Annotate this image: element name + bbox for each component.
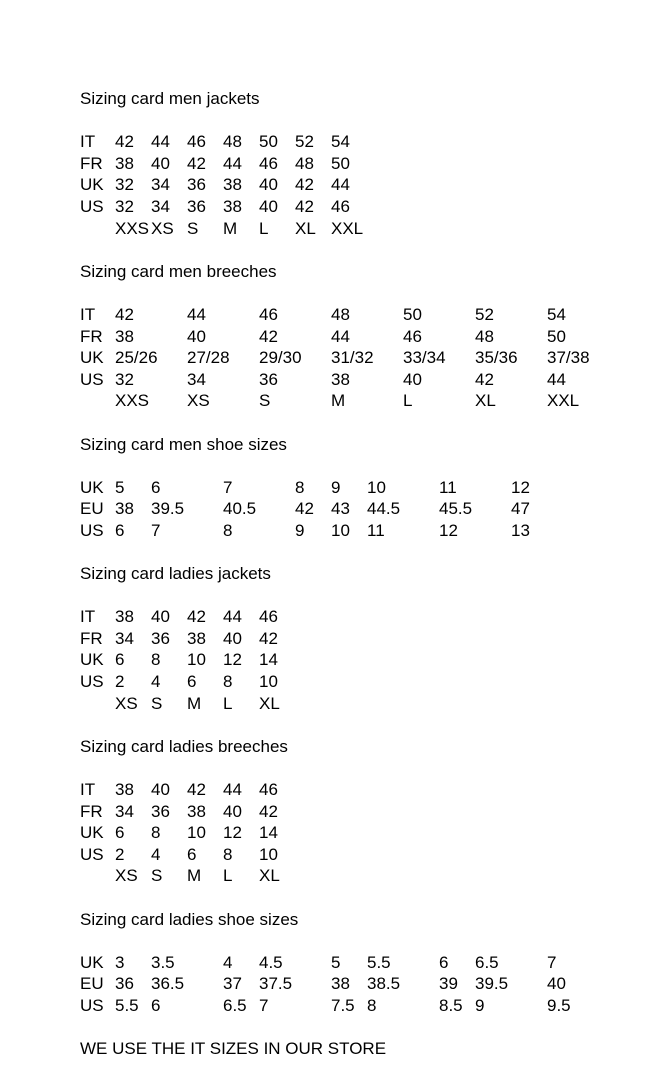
row-label: FR (80, 628, 103, 648)
size-cell: 42 (259, 326, 278, 346)
size-cell: S (151, 693, 163, 713)
size-table (80, 477, 648, 542)
size-cell: 12 (511, 477, 530, 497)
size-row (80, 628, 648, 650)
size-cell: 40 (151, 153, 170, 173)
size-cell: 25/26 (115, 348, 158, 368)
size-cell: 38 (223, 196, 242, 216)
size-cell: 44 (187, 304, 206, 324)
size-row (80, 779, 648, 801)
size-cell: 50 (547, 326, 566, 346)
size-cell: 36 (115, 974, 134, 994)
size-cell: 7 (151, 520, 161, 540)
size-cell: 40 (259, 175, 278, 195)
size-table (80, 131, 648, 239)
size-cell: 9.5 (547, 995, 571, 1015)
size-cell: 36 (151, 628, 170, 648)
size-cell: 42 (295, 196, 314, 216)
size-cell: XL (259, 693, 280, 713)
size-cell: 42 (115, 304, 134, 324)
size-row (80, 174, 648, 196)
size-cell: 44 (331, 175, 350, 195)
size-cell: 42 (115, 132, 134, 152)
size-cell: 46 (259, 304, 278, 324)
size-cell: 6.5 (475, 952, 499, 972)
row-label: US (80, 369, 104, 389)
size-cell: 35/36 (475, 348, 518, 368)
size-row (80, 671, 648, 693)
size-cell: 40.5 (223, 499, 257, 519)
size-cell: XXL (547, 391, 580, 411)
size-cell: 40 (547, 974, 566, 994)
size-cell: 44 (547, 369, 566, 389)
section-title: Sizing card ladies jackets (80, 564, 271, 584)
size-cell: 10 (259, 672, 278, 692)
size-cell: 46 (259, 607, 278, 627)
size-cell: 40 (223, 628, 242, 648)
size-cell: M (187, 866, 202, 886)
size-cell: 5 (331, 952, 341, 972)
size-row (80, 347, 648, 369)
size-cell: 36.5 (151, 974, 185, 994)
size-cell: 37.5 (259, 974, 293, 994)
size-row (80, 973, 648, 995)
size-cell: 38 (115, 326, 134, 346)
size-cell: 42 (187, 780, 206, 799)
size-row (80, 693, 648, 715)
size-cell: 52 (295, 132, 314, 152)
size-cell: 6 (151, 477, 161, 497)
size-row (80, 304, 648, 326)
size-row (80, 196, 648, 218)
size-cell: 32 (115, 369, 134, 389)
size-cell: 47 (511, 499, 530, 519)
size-row (80, 326, 648, 348)
row-label: UK (80, 175, 104, 195)
size-cell: L (223, 693, 233, 713)
size-table (80, 304, 648, 412)
size-cell: 43 (331, 499, 350, 519)
size-cell: 45.5 (439, 499, 473, 519)
size-cell: 44 (223, 607, 242, 627)
size-cell: 40 (187, 326, 206, 346)
size-cell: 44 (331, 326, 350, 346)
size-cell: XL (475, 391, 496, 411)
size-cell: 42 (295, 175, 314, 195)
size-cell: XS (115, 866, 138, 886)
size-cell: 42 (295, 499, 314, 519)
section-ladies-jackets (80, 563, 648, 714)
size-cell: 44 (151, 132, 170, 152)
size-cell: 7 (547, 952, 557, 972)
size-cell: 7 (259, 995, 269, 1015)
size-cell: XXL (331, 218, 364, 238)
row-label: IT (80, 780, 96, 799)
size-cell: 8 (223, 520, 233, 540)
size-cell: 36 (187, 196, 206, 216)
size-cell: 27/28 (187, 348, 230, 368)
size-cell: 8 (151, 823, 161, 843)
size-cell: 42 (187, 153, 206, 173)
size-cell: 9 (331, 477, 341, 497)
size-row (80, 153, 648, 175)
size-row (80, 822, 648, 844)
size-cell: 36 (187, 175, 206, 195)
size-cell: 40 (151, 780, 170, 799)
size-cell: 8.5 (439, 995, 463, 1015)
size-cell: 38 (115, 780, 134, 799)
row-label: FR (80, 153, 103, 173)
size-cell: 38 (223, 175, 242, 195)
size-cell: 32 (115, 175, 134, 195)
section-men-jackets (80, 88, 648, 239)
row-label: US (80, 844, 104, 864)
row-label: EU (80, 974, 104, 994)
size-cell: 44 (223, 153, 242, 173)
size-cell: 40 (403, 369, 422, 389)
size-cell: 38 (187, 628, 206, 648)
size-cell: 6 (439, 952, 449, 972)
size-cell: 10 (331, 520, 350, 540)
size-cell: 34 (151, 196, 170, 216)
size-cell: L (403, 391, 413, 411)
size-cell: 54 (547, 304, 566, 324)
size-cell: 8 (223, 844, 233, 864)
row-label: IT (80, 132, 96, 152)
size-cell: 34 (115, 628, 134, 648)
size-cell: 9 (295, 520, 305, 540)
size-cell: S (187, 218, 199, 238)
size-cell: M (223, 218, 238, 238)
size-cell: 50 (331, 153, 350, 173)
size-cell: XL (259, 866, 280, 886)
row-label: UK (80, 477, 104, 497)
size-cell: 34 (187, 369, 206, 389)
size-row (80, 131, 648, 153)
size-cell: 50 (403, 304, 422, 324)
size-cell: 9 (475, 995, 485, 1015)
size-cell: 46 (331, 196, 350, 216)
size-cell: 32 (115, 196, 134, 216)
section-ladies-breeches (80, 736, 648, 887)
size-cell: 4 (223, 952, 233, 972)
size-cell: 36 (259, 369, 278, 389)
size-cell: 38 (331, 369, 350, 389)
row-label: UK (80, 823, 104, 843)
size-cell: 50 (259, 132, 278, 152)
size-cell: 4 (151, 844, 161, 864)
row-label: UK (80, 952, 104, 972)
store-note: WE USE THE IT SIZES IN OUR STORE (80, 1039, 387, 1059)
size-cell: 34 (151, 175, 170, 195)
size-cell: 42 (475, 369, 494, 389)
size-cell: 40 (151, 607, 170, 627)
size-cell: 46 (403, 326, 422, 346)
size-row (80, 390, 648, 412)
size-row (80, 865, 648, 887)
section-title: Sizing card men shoe sizes (80, 434, 287, 454)
size-cell: 3.5 (151, 952, 175, 972)
size-table (80, 606, 648, 714)
size-cell: XXS (115, 218, 150, 238)
size-cell: 38 (331, 974, 350, 994)
size-cell: 10 (367, 477, 386, 497)
size-row (80, 498, 648, 520)
size-cell: 6 (115, 650, 125, 670)
size-row (80, 995, 648, 1017)
size-cell: 13 (511, 520, 530, 540)
size-cell: 38 (115, 607, 134, 627)
section-title: Sizing card ladies shoe sizes (80, 909, 299, 929)
size-cell: XL (295, 218, 316, 238)
size-cell: 37 (223, 974, 242, 994)
size-cell: 11 (439, 477, 457, 497)
size-row (80, 369, 648, 391)
size-cell: 36 (151, 801, 170, 821)
section-title: Sizing card men breeches (80, 261, 277, 281)
row-label: FR (80, 326, 103, 346)
size-cell: 39.5 (475, 974, 509, 994)
size-cell: XS (187, 391, 210, 411)
size-cell: 4.5 (259, 952, 283, 972)
size-table (80, 779, 648, 887)
size-cell: 37/38 (547, 348, 590, 368)
size-cell: 52 (475, 304, 494, 324)
size-cell: 5 (115, 477, 125, 497)
size-cell: M (331, 391, 346, 411)
size-cell: 5.5 (115, 995, 139, 1015)
size-cell: 42 (259, 628, 278, 648)
size-cell: 6 (151, 995, 161, 1015)
row-label: US (80, 520, 104, 540)
section-men-breeches (80, 261, 648, 412)
size-cell: 10 (259, 844, 278, 864)
size-cell: 48 (223, 132, 242, 152)
size-cell: S (259, 391, 271, 411)
size-cell: XS (151, 218, 174, 238)
size-cell: 8 (367, 995, 377, 1015)
size-cell: 7 (223, 477, 233, 497)
size-cell: 6 (187, 844, 197, 864)
size-cell: 40 (223, 801, 242, 821)
size-row (80, 520, 648, 542)
size-cell: S (151, 866, 163, 886)
size-cell: 46 (259, 153, 278, 173)
size-cell: 5.5 (367, 952, 391, 972)
size-cell: 4 (151, 672, 161, 692)
size-cell: 10 (187, 650, 206, 670)
size-cell: 39.5 (151, 499, 185, 519)
size-cell: 42 (259, 801, 278, 821)
size-cell: M (187, 693, 202, 713)
row-label: IT (80, 304, 96, 324)
size-cell: XS (115, 693, 138, 713)
row-label: UK (80, 348, 104, 368)
size-row (80, 844, 648, 866)
section-title: Sizing card men jackets (80, 89, 260, 108)
size-cell: 6 (115, 520, 125, 540)
row-label: US (80, 995, 104, 1015)
size-row (80, 218, 648, 240)
size-cell: 7.5 (331, 995, 355, 1015)
size-row (80, 952, 648, 974)
size-cell: 33/34 (403, 348, 446, 368)
row-label: US (80, 672, 104, 692)
size-cell: 14 (259, 650, 278, 670)
size-cell: 38 (115, 153, 134, 173)
size-cell: 11 (367, 520, 385, 540)
size-row (80, 649, 648, 671)
size-cell: 46 (259, 780, 278, 799)
row-label: US (80, 196, 104, 216)
size-cell: L (259, 218, 269, 238)
size-cell: 8 (151, 650, 161, 670)
size-cell: 38.5 (367, 974, 401, 994)
size-cell: 12 (223, 823, 242, 843)
size-cell: L (223, 866, 233, 886)
size-cell: 2 (115, 672, 125, 692)
row-label: FR (80, 801, 103, 821)
size-cell: 48 (331, 304, 350, 324)
size-cell: 6.5 (223, 995, 247, 1015)
size-cell: 34 (115, 801, 134, 821)
size-cell: 39 (439, 974, 458, 994)
row-label: UK (80, 650, 104, 670)
size-cell: 12 (223, 650, 242, 670)
size-cell: 48 (295, 153, 314, 173)
size-cell: 6 (187, 672, 197, 692)
size-row (80, 606, 648, 628)
size-row (80, 477, 648, 499)
size-cell: 8 (223, 672, 233, 692)
size-cell: XXS (115, 391, 150, 411)
size-row (80, 801, 648, 823)
row-label: IT (80, 607, 96, 627)
size-cell: 31/32 (331, 348, 374, 368)
size-table (80, 952, 648, 1017)
size-cell: 42 (187, 607, 206, 627)
size-cell: 44.5 (367, 499, 401, 519)
size-cell: 3 (115, 952, 125, 972)
size-cell: 6 (115, 823, 125, 843)
size-cell: 29/30 (259, 348, 302, 368)
section-title: Sizing card ladies breeches (80, 736, 288, 756)
size-cell: 38 (187, 801, 206, 821)
size-cell: 38 (115, 499, 134, 519)
section-ladies-shoe-sizes (80, 909, 648, 1017)
size-cell: 54 (331, 132, 350, 152)
size-cell: 14 (259, 823, 278, 843)
size-cell: 44 (223, 780, 242, 799)
size-cell: 40 (259, 196, 278, 216)
section-men-shoe-sizes (80, 434, 648, 542)
size-cell: 48 (475, 326, 494, 346)
size-cell: 8 (295, 477, 305, 497)
size-cell: 10 (187, 823, 206, 843)
row-label: EU (80, 499, 104, 519)
size-cell: 46 (187, 132, 206, 152)
size-cell: 2 (115, 844, 125, 864)
size-cell: 12 (439, 520, 458, 540)
